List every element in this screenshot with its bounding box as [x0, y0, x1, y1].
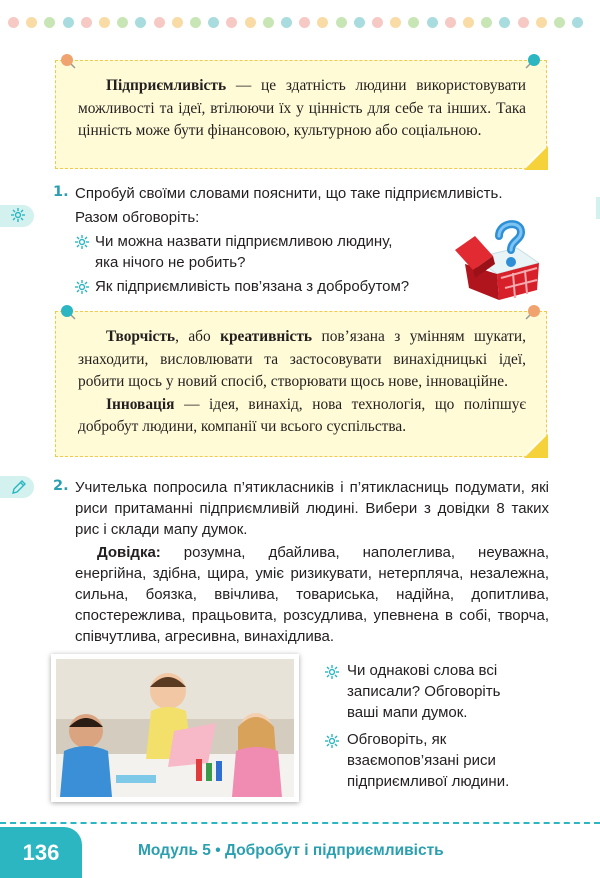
question-gift-icon [455, 208, 545, 300]
children-photo [51, 654, 299, 802]
definition-entrepreneurship-body: — це здатність людини використовувати можливості та ідеї, втілюючи їх у цінність для себе та інших. Така цінність може бути фінансовою, культурною або соціальною. [78, 77, 526, 139]
decorative-dot [554, 17, 565, 28]
task-1-question-1-line1: Чи можна назвати підприємливою людину, [95, 233, 393, 250]
task-1-number: 1. [53, 184, 69, 200]
pin-icon [525, 53, 541, 69]
decorative-dot [354, 17, 365, 28]
decorative-dot [427, 17, 438, 28]
term-innovation: Інновація [106, 395, 175, 413]
definition-innovation-text [78, 394, 526, 439]
decorative-dot [208, 17, 219, 28]
definition-creativity-text [78, 326, 526, 394]
definition-box-entrepreneurship [55, 60, 547, 169]
sun-bullet-icon [325, 665, 339, 679]
term-entrepreneurship: Підприємливість [106, 77, 227, 94]
discussion-tab [0, 205, 34, 227]
footer-module-title: Модуль 5 • Добробут і підприємливість [138, 842, 444, 859]
pin-icon [525, 304, 541, 320]
discussion-question-2: Обговоріть, як взаємопов’язані риси підприємливої людини. [347, 731, 510, 790]
definition-innovation-body: — ідея, винахід, нова технологія, що поліпшує добробут людини, компанії чи всього суспільства. [78, 395, 526, 435]
children-drawing-illustration [56, 659, 294, 797]
decorative-dot [372, 17, 383, 28]
decorative-dot [281, 17, 292, 28]
pin-icon [60, 53, 76, 69]
decorative-dot [481, 17, 492, 28]
writing-tab [0, 476, 34, 498]
decorative-dot [572, 17, 583, 28]
decorative-dot [154, 17, 165, 28]
task-2-number: 2. [53, 478, 69, 494]
decorative-dot [263, 17, 274, 28]
task-2-text: Учителька попросила п’ятикласників і п’ятикласниць подумати, які риси притаманні підприємливій людині. Вибери з довідки 8 таких рис і склади мапу думок. [75, 479, 549, 538]
definition-creativity-sep: , або [175, 328, 221, 345]
decorative-dot [135, 17, 146, 28]
sun-bullet-icon [75, 280, 89, 294]
decorative-dot [299, 17, 310, 28]
sparkle-icon [11, 208, 25, 222]
page-fold-icon [524, 434, 548, 458]
term-creativity: Творчість [106, 328, 176, 345]
decorative-dot [408, 17, 419, 28]
decorative-dot [117, 17, 128, 28]
decorative-dot [518, 17, 529, 28]
task-1-question-2: Як підприємливість пов’язана з добробутом? [95, 278, 410, 295]
decorative-dot [226, 17, 237, 28]
decorative-dot [463, 17, 474, 28]
decorative-dot [317, 17, 328, 28]
sun-bullet-icon [75, 235, 89, 249]
decorative-dot [44, 17, 55, 28]
decorative-dots-row [8, 17, 593, 29]
decorative-dot [81, 17, 92, 28]
decorative-dot [99, 17, 110, 28]
definition-entrepreneurship-text [78, 75, 526, 143]
decorative-dot [336, 17, 347, 28]
page-number: 136 [0, 827, 82, 878]
pin-icon [60, 304, 76, 320]
footer-divider [0, 822, 600, 824]
decorative-dot [26, 17, 37, 28]
right-edge-tab [596, 197, 600, 219]
decorative-dot [245, 17, 256, 28]
decorative-dot [499, 17, 510, 28]
term-creativeness: креативність [220, 328, 313, 345]
decorative-dot [63, 17, 74, 28]
decorative-dot [8, 17, 19, 28]
decorative-dot [445, 17, 456, 28]
hint-text: розумна, дбайлива, наполеглива, неуважна, енергійна, здібна, щира, уміє ризикувати, нетерпляча, незалежна, сильна, боязка, ввічлива, товариська, надійна, допитлива, спостережлива, працьовита, розсудлива, упевнена в собі, творча, співчутлива, агресивна, винахідлива. [75, 544, 549, 645]
decorative-dot [390, 17, 401, 28]
task-1-line1: Спробуй своїми словами пояснити, що таке підприємливість. [75, 185, 503, 202]
pencil-icon [11, 479, 27, 495]
task-1-question-1-line2: яка нічого не робить? [95, 254, 246, 271]
decorative-dot [190, 17, 201, 28]
definition-creativity-body: пов’язана з умінням шукати, знаходити, висловлювати та застосовувати винахідницькі ідеї, робити щось у новий спосіб, створювати щось нове, інноваційне. [78, 328, 526, 390]
page-fold-icon [524, 146, 548, 170]
discussion-question-1: Чи однакові слова всі записали? Обговоріть ваші мапи думок. [347, 662, 501, 721]
task-2-hint [75, 542, 549, 647]
hint-label: Довідка: [97, 544, 161, 561]
sun-bullet-icon [325, 734, 339, 748]
decorative-dot [172, 17, 183, 28]
task-1-line2: Разом обговоріть: [75, 209, 200, 226]
decorative-dot [536, 17, 547, 28]
definition-box-creativity [55, 311, 547, 457]
